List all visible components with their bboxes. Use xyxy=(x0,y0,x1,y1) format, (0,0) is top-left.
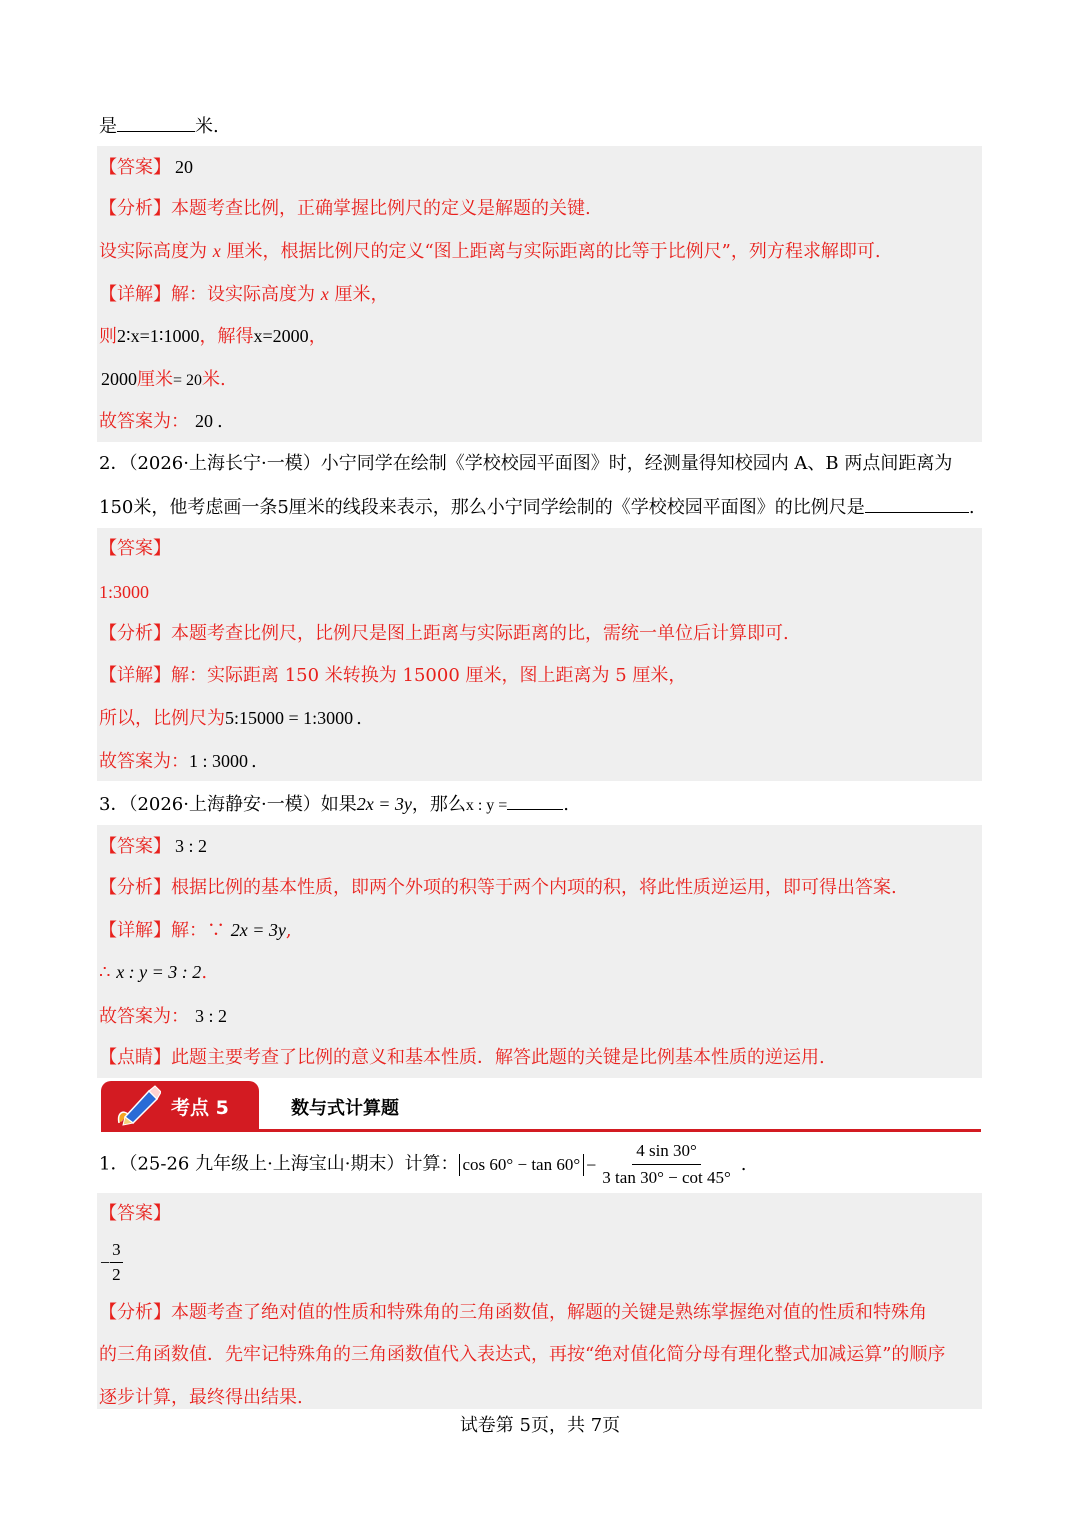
final-dot: . xyxy=(217,411,223,432)
result-equation: x : y = 3 : 2 xyxy=(116,962,202,982)
answer-blank xyxy=(117,113,195,132)
q3-stem-text: 3．（2026·上海静安·一模）如果 xyxy=(99,794,357,815)
analysis-text-2: 的三角函数值．先牢记特殊角的三角函数值代入表达式，再按“绝对值化简分母有理化整式加减运算”的顺序 xyxy=(99,1344,946,1365)
therefore-symbol: ∴ xyxy=(99,962,111,983)
q2-final xyxy=(99,749,257,774)
absolute-value-expression: cos 60° − tan 60° xyxy=(459,1154,585,1176)
q4-stem-text: 1．（25-26 九年级上·上海宝山·期末）计算： xyxy=(99,1153,459,1175)
given-equation: 2x = 3y xyxy=(356,794,412,814)
tail-suffix: 米. xyxy=(195,116,219,137)
detail-text-b: 厘米， xyxy=(334,284,389,305)
final-value: 20 xyxy=(195,411,213,431)
analysis-text-b: 厘米，根据比例尺的定义“图上距离与实际距离的比等于比例尺”，列方程求解即可. xyxy=(226,241,881,262)
scale-equation: 5:15000 = 1:3000 xyxy=(225,708,354,728)
solution-equation: x=2000 xyxy=(253,326,309,346)
answer-label: 【答案】 xyxy=(99,1203,171,1224)
so-dot: . xyxy=(356,708,362,729)
q3-therefore xyxy=(99,960,207,985)
q2-stem-line1 xyxy=(99,452,952,476)
section-tab xyxy=(101,1081,259,1129)
detail-equation: 2x = 3y xyxy=(230,920,286,940)
q1-detail xyxy=(99,282,388,307)
q1-final xyxy=(99,409,223,434)
then-text: 则 xyxy=(99,326,117,347)
q1-answer xyxy=(99,155,193,180)
analysis-label: 【分析】 xyxy=(99,198,171,219)
answer-numerator: 3 xyxy=(110,1240,123,1263)
q1-analysis xyxy=(99,197,591,221)
q2-analysis xyxy=(99,622,789,646)
final-value: 3 : 2 xyxy=(195,1006,228,1026)
q4-analysis-line2 xyxy=(99,1343,945,1367)
q2-stem-line2 xyxy=(99,494,975,520)
trig-fraction xyxy=(598,1141,734,1188)
answer-label: 【答案】 xyxy=(99,538,171,559)
analysis-text: 本题考查比例尺，比例尺是图上距离与实际距离的比，需统一单位后计算即可. xyxy=(171,623,789,644)
q3-stem xyxy=(99,791,569,818)
q4-analysis-line1 xyxy=(99,1301,927,1325)
minus-sign: − xyxy=(586,1154,597,1175)
q3-stem-text-b: ，那么 xyxy=(411,794,466,815)
stem-end: . xyxy=(740,1153,747,1175)
conv-unit: 厘米 xyxy=(137,369,173,390)
q3-detail xyxy=(99,918,292,943)
q2-stem-text2: 150米，他考虑画一条5厘米的线段来表示，那么小宁同学绘制的《学校校园平面图》的比例尺是 xyxy=(99,497,865,518)
conv-equals: = 20 xyxy=(173,372,203,389)
analysis-text: 本题考查比例，正确掌握比例尺的定义是解题的关键. xyxy=(171,198,591,219)
detail-comma: , xyxy=(285,920,292,941)
q1-conversion xyxy=(101,367,226,393)
final-label: 故答案为： xyxy=(99,411,189,432)
q3-analysis xyxy=(99,876,897,900)
answer-box-q2 xyxy=(97,528,982,781)
so-text: 所以，比例尺为 xyxy=(99,708,225,729)
fraction-denominator: 3 tan 30° − cot 45° xyxy=(602,1168,731,1187)
detail-text: 解：实际距离 150 米转换为 15000 厘米，图上距离为 5 厘米， xyxy=(171,665,687,686)
comment-text: 此题主要考查了比例的意义和基本性质．解答此题的关键是比例基本性质的逆运用. xyxy=(171,1047,825,1068)
answer-blank xyxy=(507,791,563,810)
detail-text-a: 解：∵ xyxy=(171,920,225,941)
answer-label: 【答案】 xyxy=(99,157,171,178)
detail-label: 【详解】 xyxy=(99,665,171,686)
page-footer xyxy=(0,1411,1080,1437)
q2-detail xyxy=(99,664,686,688)
answer-box-q3 xyxy=(97,825,982,1078)
stem-end: . xyxy=(968,497,975,518)
q3-final xyxy=(99,1004,227,1029)
answer-value: 20 xyxy=(175,157,193,177)
tail-prefix: 是 xyxy=(99,116,117,137)
answer-denominator: 2 xyxy=(112,1265,121,1284)
analysis-text: 本题考查了绝对值的性质和特殊角的三角函数值，解题的关键是熟练掌握绝对值的性质和特殊角 xyxy=(171,1302,927,1323)
analysis-text: 根据比例的基本性质，即两个外项的积等于两个内项的积，将此性质逆运用，即可得出答案. xyxy=(171,877,897,898)
answer-fraction xyxy=(110,1240,123,1285)
q2-answer-label xyxy=(99,537,171,561)
variable-x: x xyxy=(212,241,221,261)
section-header xyxy=(101,1081,981,1132)
q2-so xyxy=(99,706,362,731)
page-number: 试卷第 5页，共 7页 xyxy=(459,1415,621,1436)
q1-equation xyxy=(99,324,327,349)
fraction-numerator: 4 sin 30° xyxy=(632,1141,701,1165)
final-label: 故答案为： xyxy=(99,1006,189,1027)
analysis-label: 【分析】 xyxy=(99,877,171,898)
final-dot: . xyxy=(251,751,257,772)
solved-text: ，解得 xyxy=(199,326,254,347)
answer-value: 3 : 2 xyxy=(175,836,208,856)
section-underline xyxy=(101,1129,981,1132)
stem-end: . xyxy=(563,794,570,815)
final-label: 故答案为： xyxy=(99,751,189,772)
q3-answer xyxy=(99,834,207,859)
section-badge: 考点 5 xyxy=(171,1097,229,1119)
ratio-expression: x : y = xyxy=(465,797,508,814)
detail-text-a: 解：设实际高度为 xyxy=(171,284,315,305)
conv-unit2: 米. xyxy=(202,369,226,390)
comment-label: 【点睛】 xyxy=(99,1047,171,1068)
detail-label: 【详解】 xyxy=(99,920,171,941)
q3-comment xyxy=(99,1046,825,1070)
analysis-label: 【分析】 xyxy=(99,1302,171,1323)
q2-answer-value xyxy=(99,580,149,605)
question-tail xyxy=(99,113,219,139)
q4-answer-label xyxy=(99,1202,171,1226)
q4-analysis-line3 xyxy=(99,1386,303,1410)
analysis-text-a: 设实际高度为 xyxy=(99,241,207,262)
proportion-equation: 2∶x=1∶1000 xyxy=(117,326,200,346)
section-title: 数与式计算题 xyxy=(291,1098,399,1119)
variable-x: x xyxy=(320,284,329,304)
q2-stem-text: 2．（2026·上海长宁·一模）小宁同学在绘制《学校校园平面图》时，经测量得知校园内 A、B 两点间距离为 xyxy=(99,453,953,474)
final-value: 1 : 3000 xyxy=(189,751,249,771)
pencil-icon xyxy=(115,1083,161,1127)
detail-label: 【详解】 xyxy=(99,284,171,305)
therefore-dot: . xyxy=(201,962,208,983)
analysis-label: 【分析】 xyxy=(99,623,171,644)
answer-blank xyxy=(865,494,969,513)
answer-label: 【答案】 xyxy=(99,836,171,857)
comma: ， xyxy=(308,326,327,347)
answer-value: 1:3000 xyxy=(99,582,150,602)
q4-stem xyxy=(99,1141,747,1188)
answer-sign: − xyxy=(100,1252,111,1273)
analysis-text-3: 逐步计算，最终得出结果. xyxy=(99,1387,303,1408)
q1-analysis-line2 xyxy=(99,239,881,264)
q4-answer-value xyxy=(100,1240,123,1285)
conv-value: 2000 xyxy=(101,369,137,389)
